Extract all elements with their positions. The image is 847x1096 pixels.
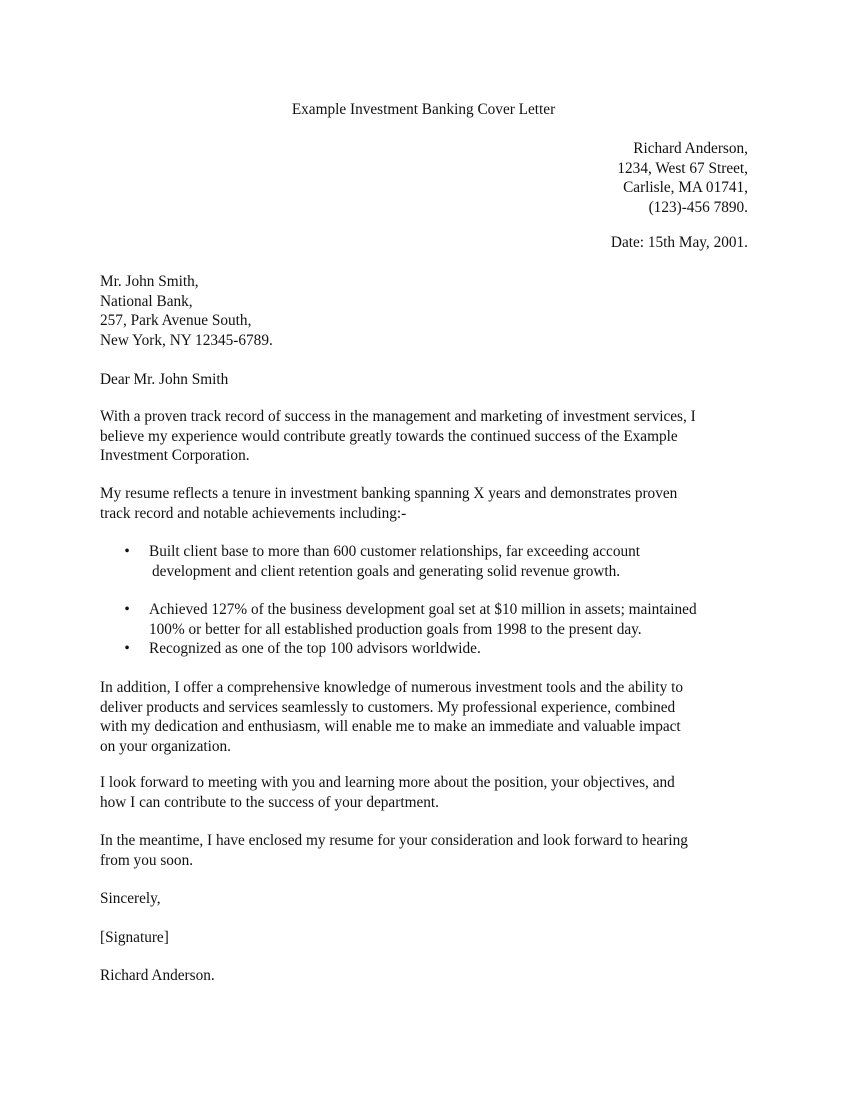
bullet-icon: • [124,601,130,618]
list-item-line: Achieved 127% of the business development goal set at $10 million in assets; maintained [149,601,697,618]
paragraph-line: track record and notable achievements including:- [100,504,407,522]
bullet-icon: • [124,640,130,657]
signature-placeholder: [Signature] [100,929,169,946]
document-title [0,100,847,120]
document-title-text: Example Investment Banking Cover Letter [291,101,556,118]
paragraph-intro [100,407,750,466]
paragraph-line: on your organization. [100,737,231,755]
list-item-line: development and client retention goals and generating solid revenue growth. [152,562,621,580]
signature-name: Richard Anderson. [100,967,215,984]
sender-address-block [617,139,748,217]
paragraph-line: from you soon. [100,851,194,869]
paragraph-meeting [100,773,750,812]
recipient-company: National Bank, [100,292,193,310]
paragraph-skills [100,678,750,756]
salutation: Dear Mr. John Smith [100,371,229,388]
sender-name: Richard Anderson, [633,140,748,157]
paragraph-line: with my dedication and enthusiasm, will enable me to make an immediate and valuable impact [100,718,681,735]
paragraph-line: Investment Corporation. [100,447,250,464]
list-item-text [149,639,481,659]
recipient-address-block [100,272,273,350]
bullet-icon: • [124,543,130,560]
list-item-line: Built client base to more than 600 customer relationships, far exceeding account [149,543,641,560]
paragraph-resume [100,484,750,523]
paragraph-line: believe my experience would contribute greatly towards the continued success of the Example [100,427,678,445]
paragraph-enclosure [100,831,750,870]
recipient-name: Mr. John Smith, [100,273,199,290]
recipient-city: New York, NY 12345-6789. [100,331,273,349]
sender-phone: (123)-456 7890. [648,198,748,216]
paragraph-line: how I can contribute to the success of your department. [100,793,439,811]
letter-date: Date: 15th May, 2001. [610,234,748,251]
closing: Sincerely, [100,890,161,907]
paragraph-line: deliver products and services seamlessly to customers. My professional experience, combined [100,698,676,716]
list-item-text [149,600,697,639]
list-item-line: Recognized as one of the top 100 advisors worldwide. [149,640,481,657]
recipient-street: 257, Park Avenue South, [100,312,252,329]
paragraph-line: With a proven track record of success in the management and marketing of investment services, I [100,408,696,425]
list-item-line: 100% or better for all established production goals from 1998 to the present day. [149,620,642,638]
paragraph-line: I look forward to meeting with you and learning more about the position, your objectives, and [100,774,675,791]
paragraph-line: My resume reflects a tenure in investment banking spanning X years and demonstrates proven [100,485,678,502]
list-item-text [149,542,640,581]
paragraph-line: In addition, I offer a comprehensive knowledge of numerous investment tools and the ability to [100,679,683,696]
sender-street: 1234, West 67 Street, [617,159,748,177]
sender-city: Carlisle, MA 01741, [623,179,748,196]
paragraph-line: In the meantime, I have enclosed my resume for your consideration and look forward to hearing [100,832,688,849]
